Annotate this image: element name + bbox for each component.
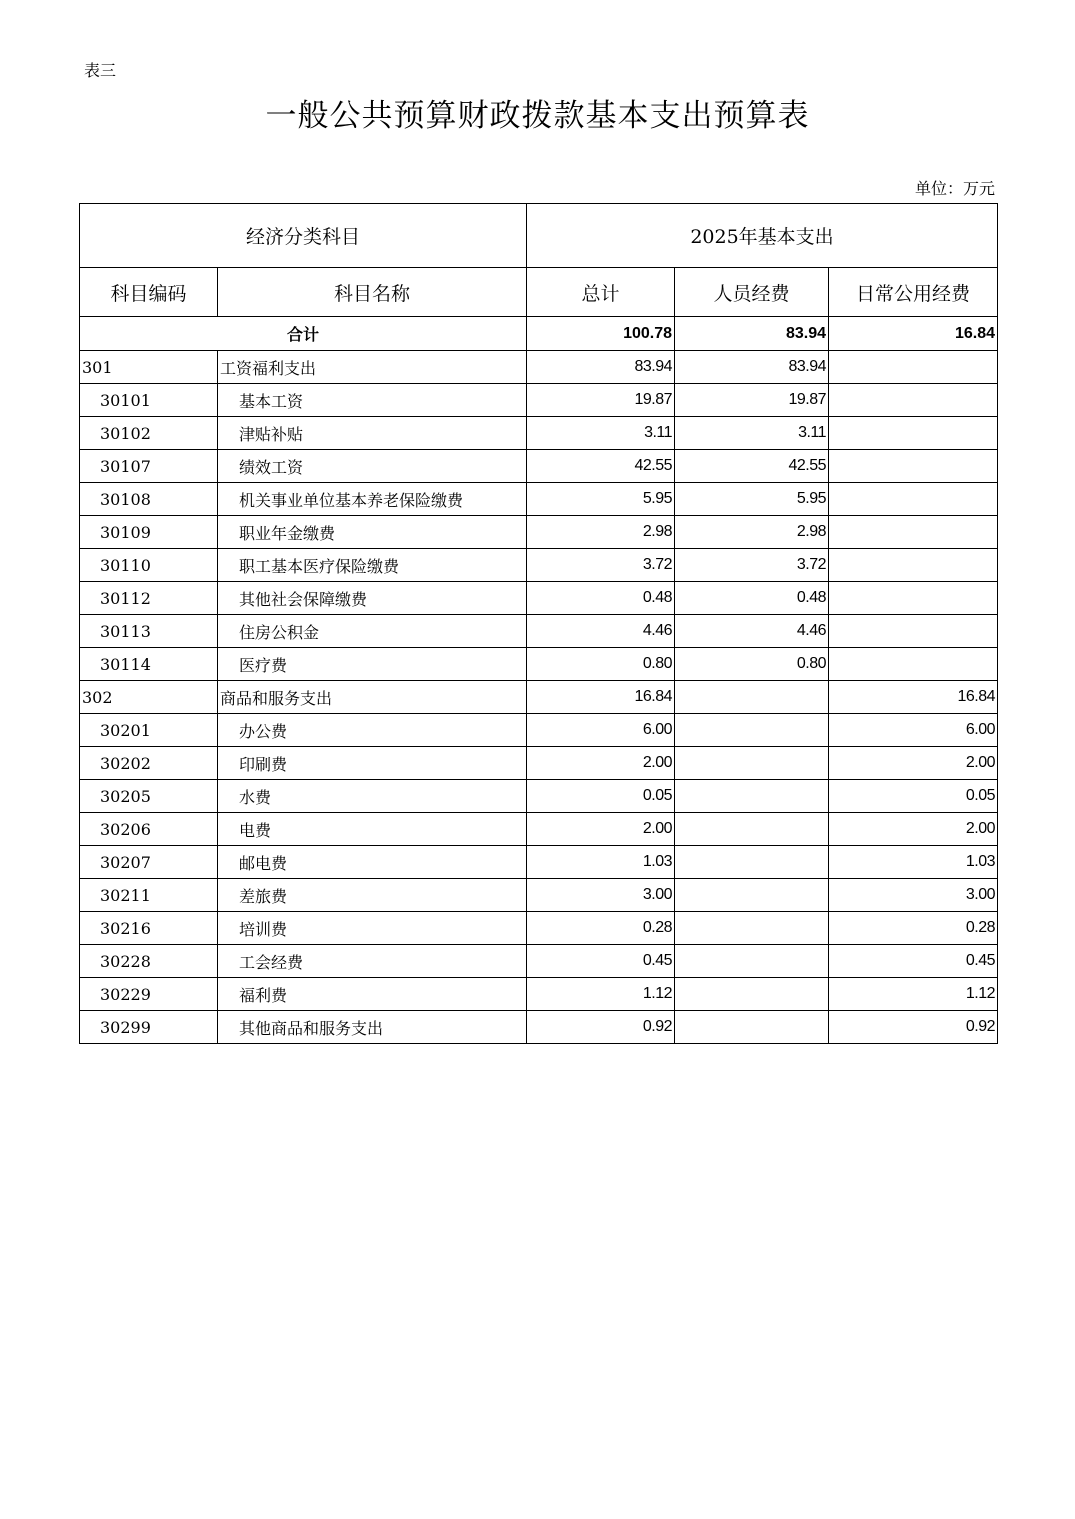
row-total: 2.00 [527, 747, 675, 780]
row-total: 0.92 [527, 1011, 675, 1044]
row-public [829, 450, 998, 483]
row-name: 其他商品和服务支出 [218, 1011, 527, 1044]
row-total: 1.03 [527, 846, 675, 879]
table-row [80, 483, 998, 516]
row-name: 其他社会保障缴费 [218, 582, 527, 615]
row-public [829, 417, 998, 450]
table-row [80, 714, 998, 747]
row-personnel [675, 681, 829, 714]
header-row-columns [80, 268, 998, 317]
table-row [80, 846, 998, 879]
table-row [80, 780, 998, 813]
row-total: 0.28 [527, 912, 675, 945]
row-personnel: 0.80 [675, 648, 829, 681]
table-row [80, 615, 998, 648]
row-public [829, 582, 998, 615]
row-public: 2.00 [829, 813, 998, 846]
row-name: 绩效工资 [218, 450, 527, 483]
header-category: 经济分类科目 [80, 204, 527, 268]
row-code: 30229 [80, 978, 218, 1011]
table-row [80, 879, 998, 912]
row-public: 1.03 [829, 846, 998, 879]
table-row [80, 384, 998, 417]
row-personnel [675, 978, 829, 1011]
row-code: 30211 [80, 879, 218, 912]
row-total: 42.55 [527, 450, 675, 483]
table-number-label: 表三 [84, 61, 117, 80]
row-name: 基本工资 [218, 384, 527, 417]
table-row [80, 351, 998, 384]
row-name: 商品和服务支出 [218, 681, 527, 714]
total-row [80, 317, 998, 351]
row-personnel: 4.46 [675, 615, 829, 648]
row-personnel: 42.55 [675, 450, 829, 483]
table-row [80, 1011, 998, 1044]
table-row [80, 945, 998, 978]
table-row [80, 648, 998, 681]
row-code: 30108 [80, 483, 218, 516]
row-total: 6.00 [527, 714, 675, 747]
row-public [829, 351, 998, 384]
row-code: 30216 [80, 912, 218, 945]
row-name: 工资福利支出 [218, 351, 527, 384]
table-row [80, 450, 998, 483]
row-public: 2.00 [829, 747, 998, 780]
row-code: 30109 [80, 516, 218, 549]
row-name: 住房公积金 [218, 615, 527, 648]
row-public: 0.05 [829, 780, 998, 813]
row-public [829, 648, 998, 681]
row-code: 301 [80, 351, 218, 384]
row-personnel [675, 780, 829, 813]
row-total: 19.87 [527, 384, 675, 417]
table-row [80, 417, 998, 450]
table-row [80, 549, 998, 582]
total-public: 16.84 [829, 317, 998, 351]
row-public [829, 549, 998, 582]
header-name: 科目名称 [218, 268, 527, 317]
row-total: 0.48 [527, 582, 675, 615]
row-name: 邮电费 [218, 846, 527, 879]
row-personnel [675, 714, 829, 747]
row-code: 302 [80, 681, 218, 714]
row-personnel: 2.98 [675, 516, 829, 549]
row-public: 0.28 [829, 912, 998, 945]
header-public: 日常公用经费 [829, 268, 998, 317]
total-label: 合计 [80, 317, 527, 351]
header-code: 科目编码 [80, 268, 218, 317]
header-personnel: 人员经费 [675, 268, 829, 317]
row-total: 2.00 [527, 813, 675, 846]
row-code: 30206 [80, 813, 218, 846]
row-code: 30107 [80, 450, 218, 483]
row-personnel: 0.48 [675, 582, 829, 615]
row-total: 83.94 [527, 351, 675, 384]
row-code: 30299 [80, 1011, 218, 1044]
row-code: 30101 [80, 384, 218, 417]
row-name: 职业年金缴费 [218, 516, 527, 549]
row-personnel: 5.95 [675, 483, 829, 516]
row-name: 机关事业单位基本养老保险缴费 [218, 483, 527, 516]
table-row [80, 978, 998, 1011]
row-personnel [675, 747, 829, 780]
row-name: 电费 [218, 813, 527, 846]
row-name: 福利费 [218, 978, 527, 1011]
row-public: 0.92 [829, 1011, 998, 1044]
row-personnel: 3.11 [675, 417, 829, 450]
row-code: 30102 [80, 417, 218, 450]
table-row [80, 582, 998, 615]
row-total: 0.05 [527, 780, 675, 813]
row-personnel [675, 912, 829, 945]
row-name: 工会经费 [218, 945, 527, 978]
row-code: 30207 [80, 846, 218, 879]
row-public: 6.00 [829, 714, 998, 747]
row-code: 30202 [80, 747, 218, 780]
row-total: 3.11 [527, 417, 675, 450]
budget-table [79, 203, 998, 1044]
row-personnel: 19.87 [675, 384, 829, 417]
table-row [80, 681, 998, 714]
row-total: 1.12 [527, 978, 675, 1011]
row-name: 水费 [218, 780, 527, 813]
page-title: 一般公共预算财政拨款基本支出预算表 [265, 98, 810, 134]
row-code: 30113 [80, 615, 218, 648]
header-year-group: 2025年基本支出 [527, 204, 998, 268]
row-personnel [675, 945, 829, 978]
row-total: 5.95 [527, 483, 675, 516]
unit-label: 单位：万元 [914, 179, 995, 198]
row-name: 职工基本医疗保险缴费 [218, 549, 527, 582]
row-personnel: 83.94 [675, 351, 829, 384]
row-personnel: 3.72 [675, 549, 829, 582]
row-personnel [675, 846, 829, 879]
row-name: 办公费 [218, 714, 527, 747]
table-row [80, 813, 998, 846]
total-personnel: 83.94 [675, 317, 829, 351]
row-code: 30110 [80, 549, 218, 582]
row-public [829, 384, 998, 417]
row-total: 2.98 [527, 516, 675, 549]
header-total: 总计 [527, 268, 675, 317]
table-row [80, 516, 998, 549]
row-public: 1.12 [829, 978, 998, 1011]
row-name: 津贴补贴 [218, 417, 527, 450]
total-sum: 100.78 [527, 317, 675, 351]
row-personnel [675, 879, 829, 912]
row-name: 医疗费 [218, 648, 527, 681]
row-code: 30228 [80, 945, 218, 978]
row-public: 16.84 [829, 681, 998, 714]
row-total: 4.46 [527, 615, 675, 648]
row-total: 0.80 [527, 648, 675, 681]
row-public [829, 615, 998, 648]
row-name: 印刷费 [218, 747, 527, 780]
row-total: 3.00 [527, 879, 675, 912]
table-row [80, 912, 998, 945]
row-public [829, 483, 998, 516]
row-code: 30205 [80, 780, 218, 813]
header-row-group [80, 204, 998, 268]
row-public [829, 516, 998, 549]
table-row [80, 747, 998, 780]
row-code: 30114 [80, 648, 218, 681]
row-public: 3.00 [829, 879, 998, 912]
row-code: 30201 [80, 714, 218, 747]
row-personnel [675, 1011, 829, 1044]
row-name: 培训费 [218, 912, 527, 945]
row-total: 3.72 [527, 549, 675, 582]
row-personnel [675, 813, 829, 846]
row-public: 0.45 [829, 945, 998, 978]
row-code: 30112 [80, 582, 218, 615]
row-total: 16.84 [527, 681, 675, 714]
row-name: 差旅费 [218, 879, 527, 912]
row-total: 0.45 [527, 945, 675, 978]
